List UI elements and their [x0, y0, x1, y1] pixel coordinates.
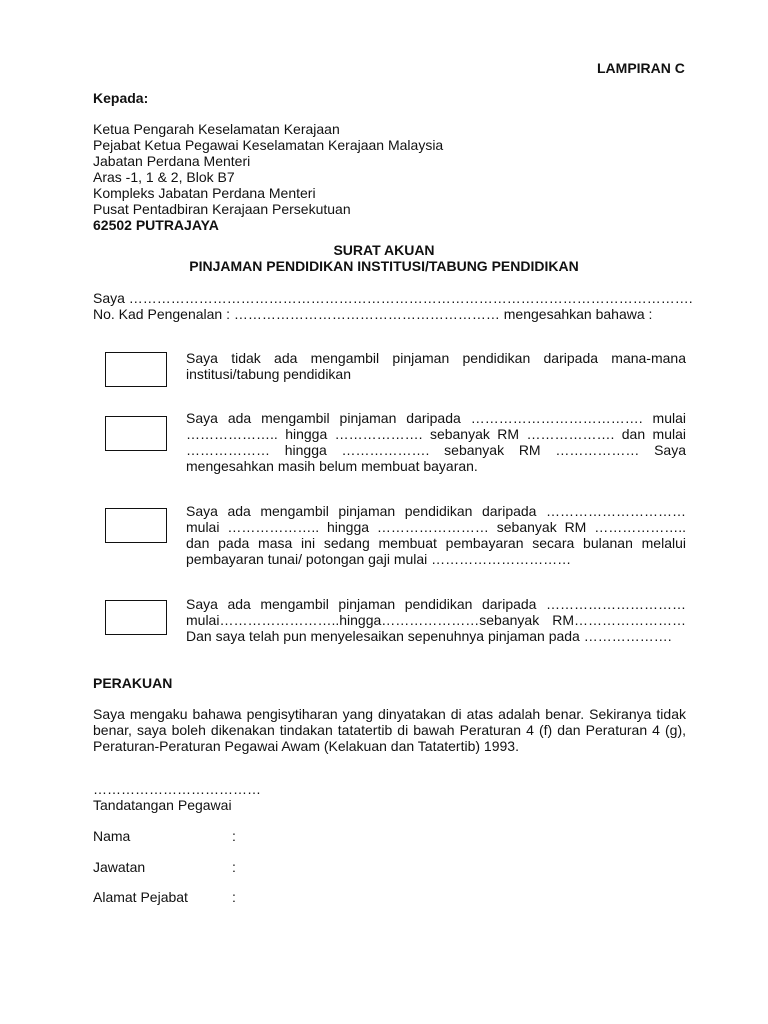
option-line: mulai ……………….. hingga …………………… sebanyak RM ……………….. [186, 519, 686, 535]
signature-label: Tandatangan Pegawai [93, 797, 232, 813]
declaration-line: benar, saya boleh dikenakan tindakan tatatertib di bawah Peraturan 4 (f) dan Peraturan 4 (g), [93, 722, 686, 738]
option-line: dan pada masa ini sedang membuat pembayaran secara bulanan melalui [186, 535, 686, 551]
option-4-checkbox[interactable] [105, 600, 167, 635]
option-line: Saya ada mengambil pinjaman pendidikan daripada ………………………… [186, 596, 686, 612]
document-title: SURAT AKUAN [333, 242, 435, 258]
declarant-ic-line: No. Kad Pengenalan : ………………………………………………… mengesahkan bahawa : [93, 306, 653, 322]
position-label: Jawatan [93, 859, 146, 875]
option-line: Dan saya telah pun menyelesaikan sepenuhnya pinjaman pada ………………. [186, 628, 672, 644]
option-2-checkbox[interactable] [105, 416, 167, 451]
option-1-checkbox[interactable] [105, 352, 167, 387]
option-3-text [186, 503, 686, 567]
declaration-heading: PERAKUAN [93, 675, 173, 691]
signature-line[interactable]: ……………………………… [93, 781, 261, 797]
recipient-heading: Kepada: [93, 90, 149, 106]
office-address-colon: : [232, 889, 236, 905]
option-2-text [186, 410, 686, 474]
option-line: pembayaran tunai/ potongan gaji mulai ………………………… [186, 551, 572, 567]
address-line: Pusat Pentadbiran Kerajaan Persekutuan [93, 201, 351, 217]
address-line: Aras -1, 1 & 2, Blok B7 [93, 169, 235, 185]
option-line: Saya tidak ada mengambil pinjaman pendidikan daripada mana-mana [186, 350, 686, 366]
address-line: Kompleks Jabatan Perdana Menteri [93, 185, 316, 201]
declaration-line: Peraturan-Peraturan Pegawai Awam (Kelakuan dan Tatatertib) 1993. [93, 738, 519, 754]
position-colon: : [232, 859, 236, 875]
option-4-text [186, 596, 686, 644]
option-line: institusi/tabung pendidikan [186, 366, 352, 382]
recipient-address [93, 121, 443, 233]
option-line: ……………….. hingga ………………. sebanyak RM ………………. dan mulai [186, 426, 686, 442]
address-line: Jabatan Perdana Menteri [93, 153, 251, 169]
office-address-label: Alamat Pejabat [93, 889, 188, 905]
address-line: Pejabat Ketua Pegawai Keselamatan Kerajaan Malaysia [93, 137, 444, 153]
address-postcode: 62502 PUTRAJAYA [93, 217, 219, 233]
address-line: Ketua Pengarah Keselamatan Kerajaan [93, 121, 340, 137]
option-line: Saya ada mengambil pinjaman pendidikan daripada ………………………… [186, 503, 686, 519]
option-line: ……………… hingga ………………. sebanyak RM ……………… Saya [186, 442, 686, 458]
name-colon: : [232, 828, 236, 844]
declaration-text [93, 706, 686, 754]
document-subtitle: PINJAMAN PENDIDIKAN INSTITUSI/TABUNG PENDIDIKAN [189, 258, 579, 274]
declaration-line: Saya mengaku bahawa pengisytiharan yang dinyatakan di atas adalah benar. Sekiranya tidak [93, 706, 686, 722]
option-3-checkbox[interactable] [105, 508, 167, 543]
option-line: mengesahkan masih belum membuat bayaran. [186, 458, 478, 474]
option-line: Saya ada mengambil pinjaman daripada ………………………………. mulai [186, 410, 686, 426]
option-line: mulai……………………..hingga…………………sebanyak RM…………………… [186, 612, 686, 628]
option-1-text [186, 350, 686, 382]
attachment-label: LAMPIRAN C [597, 60, 685, 76]
name-label: Nama [93, 828, 131, 844]
declarant-name-line: Saya …………………………………………………………………………………………………………. [93, 290, 693, 306]
